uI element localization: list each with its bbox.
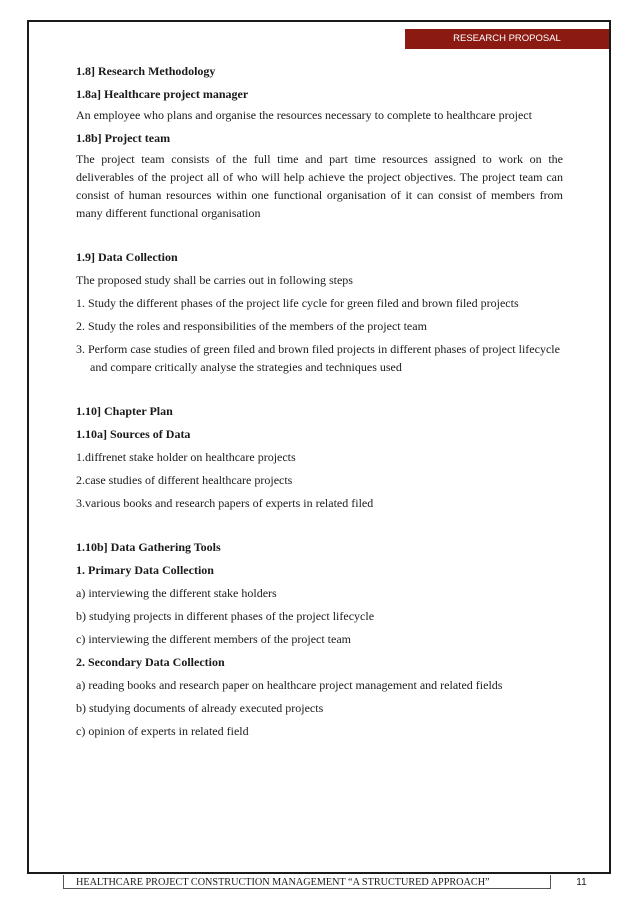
section-heading-research-methodology: 1.8] Research Methodology: [76, 64, 216, 78]
paragraph-data-collection-intro: The proposed study shall be carries out in following steps: [76, 273, 353, 287]
page-number: 11: [576, 877, 587, 888]
list-item: 2.case studies of different healthcare projects: [76, 473, 293, 487]
list-item: a) interviewing the different stake holders: [76, 586, 277, 600]
subheading-primary-data-collection: 1. Primary Data Collection: [76, 563, 214, 577]
list-item: 1. Study the different phases of the project life cycle for green filed and brown filed projects: [76, 296, 519, 310]
list-item: c) interviewing the different members of the project team: [76, 632, 352, 646]
subheading-secondary-data-collection: 2. Secondary Data Collection: [76, 655, 225, 669]
footer-title: HEALTHCARE PROJECT CONSTRUCTION MANAGEMENT “A STRUCTURED APPROACH”: [76, 877, 490, 888]
section-heading-data-collection: 1.9] Data Collection: [76, 250, 178, 264]
list-item: b) studying documents of already executed projects: [76, 701, 324, 715]
subheading-sources-of-data: 1.10a] Sources of Data: [76, 427, 191, 441]
list-item: 3.various books and research papers of experts in related filed: [76, 496, 374, 510]
header-banner: RESEARCH PROPOSAL: [405, 29, 609, 49]
subheading-data-gathering-tools: 1.10b] Data Gathering Tools: [76, 540, 221, 554]
list-item: a) reading books and research paper on healthcare project management and related fields: [76, 678, 503, 692]
list-item: 2. Study the roles and responsibilities of the members of the project team: [76, 319, 427, 333]
section-heading-chapter-plan: 1.10] Chapter Plan: [76, 404, 173, 418]
subheading-healthcare-project-manager: 1.8a] Healthcare project manager: [76, 87, 249, 101]
list-item: c) opinion of experts in related field: [76, 724, 249, 738]
paragraph-project-manager: An employee who plans and organise the resources necessary to complete to healthcare project: [76, 108, 532, 122]
subheading-project-team: 1.8b] Project team: [76, 131, 171, 145]
list-item: 3. Perform case studies of green filed and brown filed projects in different phases of project lifecycle and compare critically analyse the strategies and techniques used: [76, 342, 560, 374]
list-item: 1.diffrenet stake holder on healthcare projects: [76, 450, 296, 464]
document-body: [76, 60, 563, 740]
paragraph-project-team: The project team consists of the full time and part time resources assigned to work on the deliverables of the project all of who will help achieve the project objectives. The project team can consist of human resources within one functional organisation of it can consist of members from many different functional organisation: [76, 152, 563, 220]
list-item: b) studying projects in different phases of the project lifecycle: [76, 609, 375, 623]
